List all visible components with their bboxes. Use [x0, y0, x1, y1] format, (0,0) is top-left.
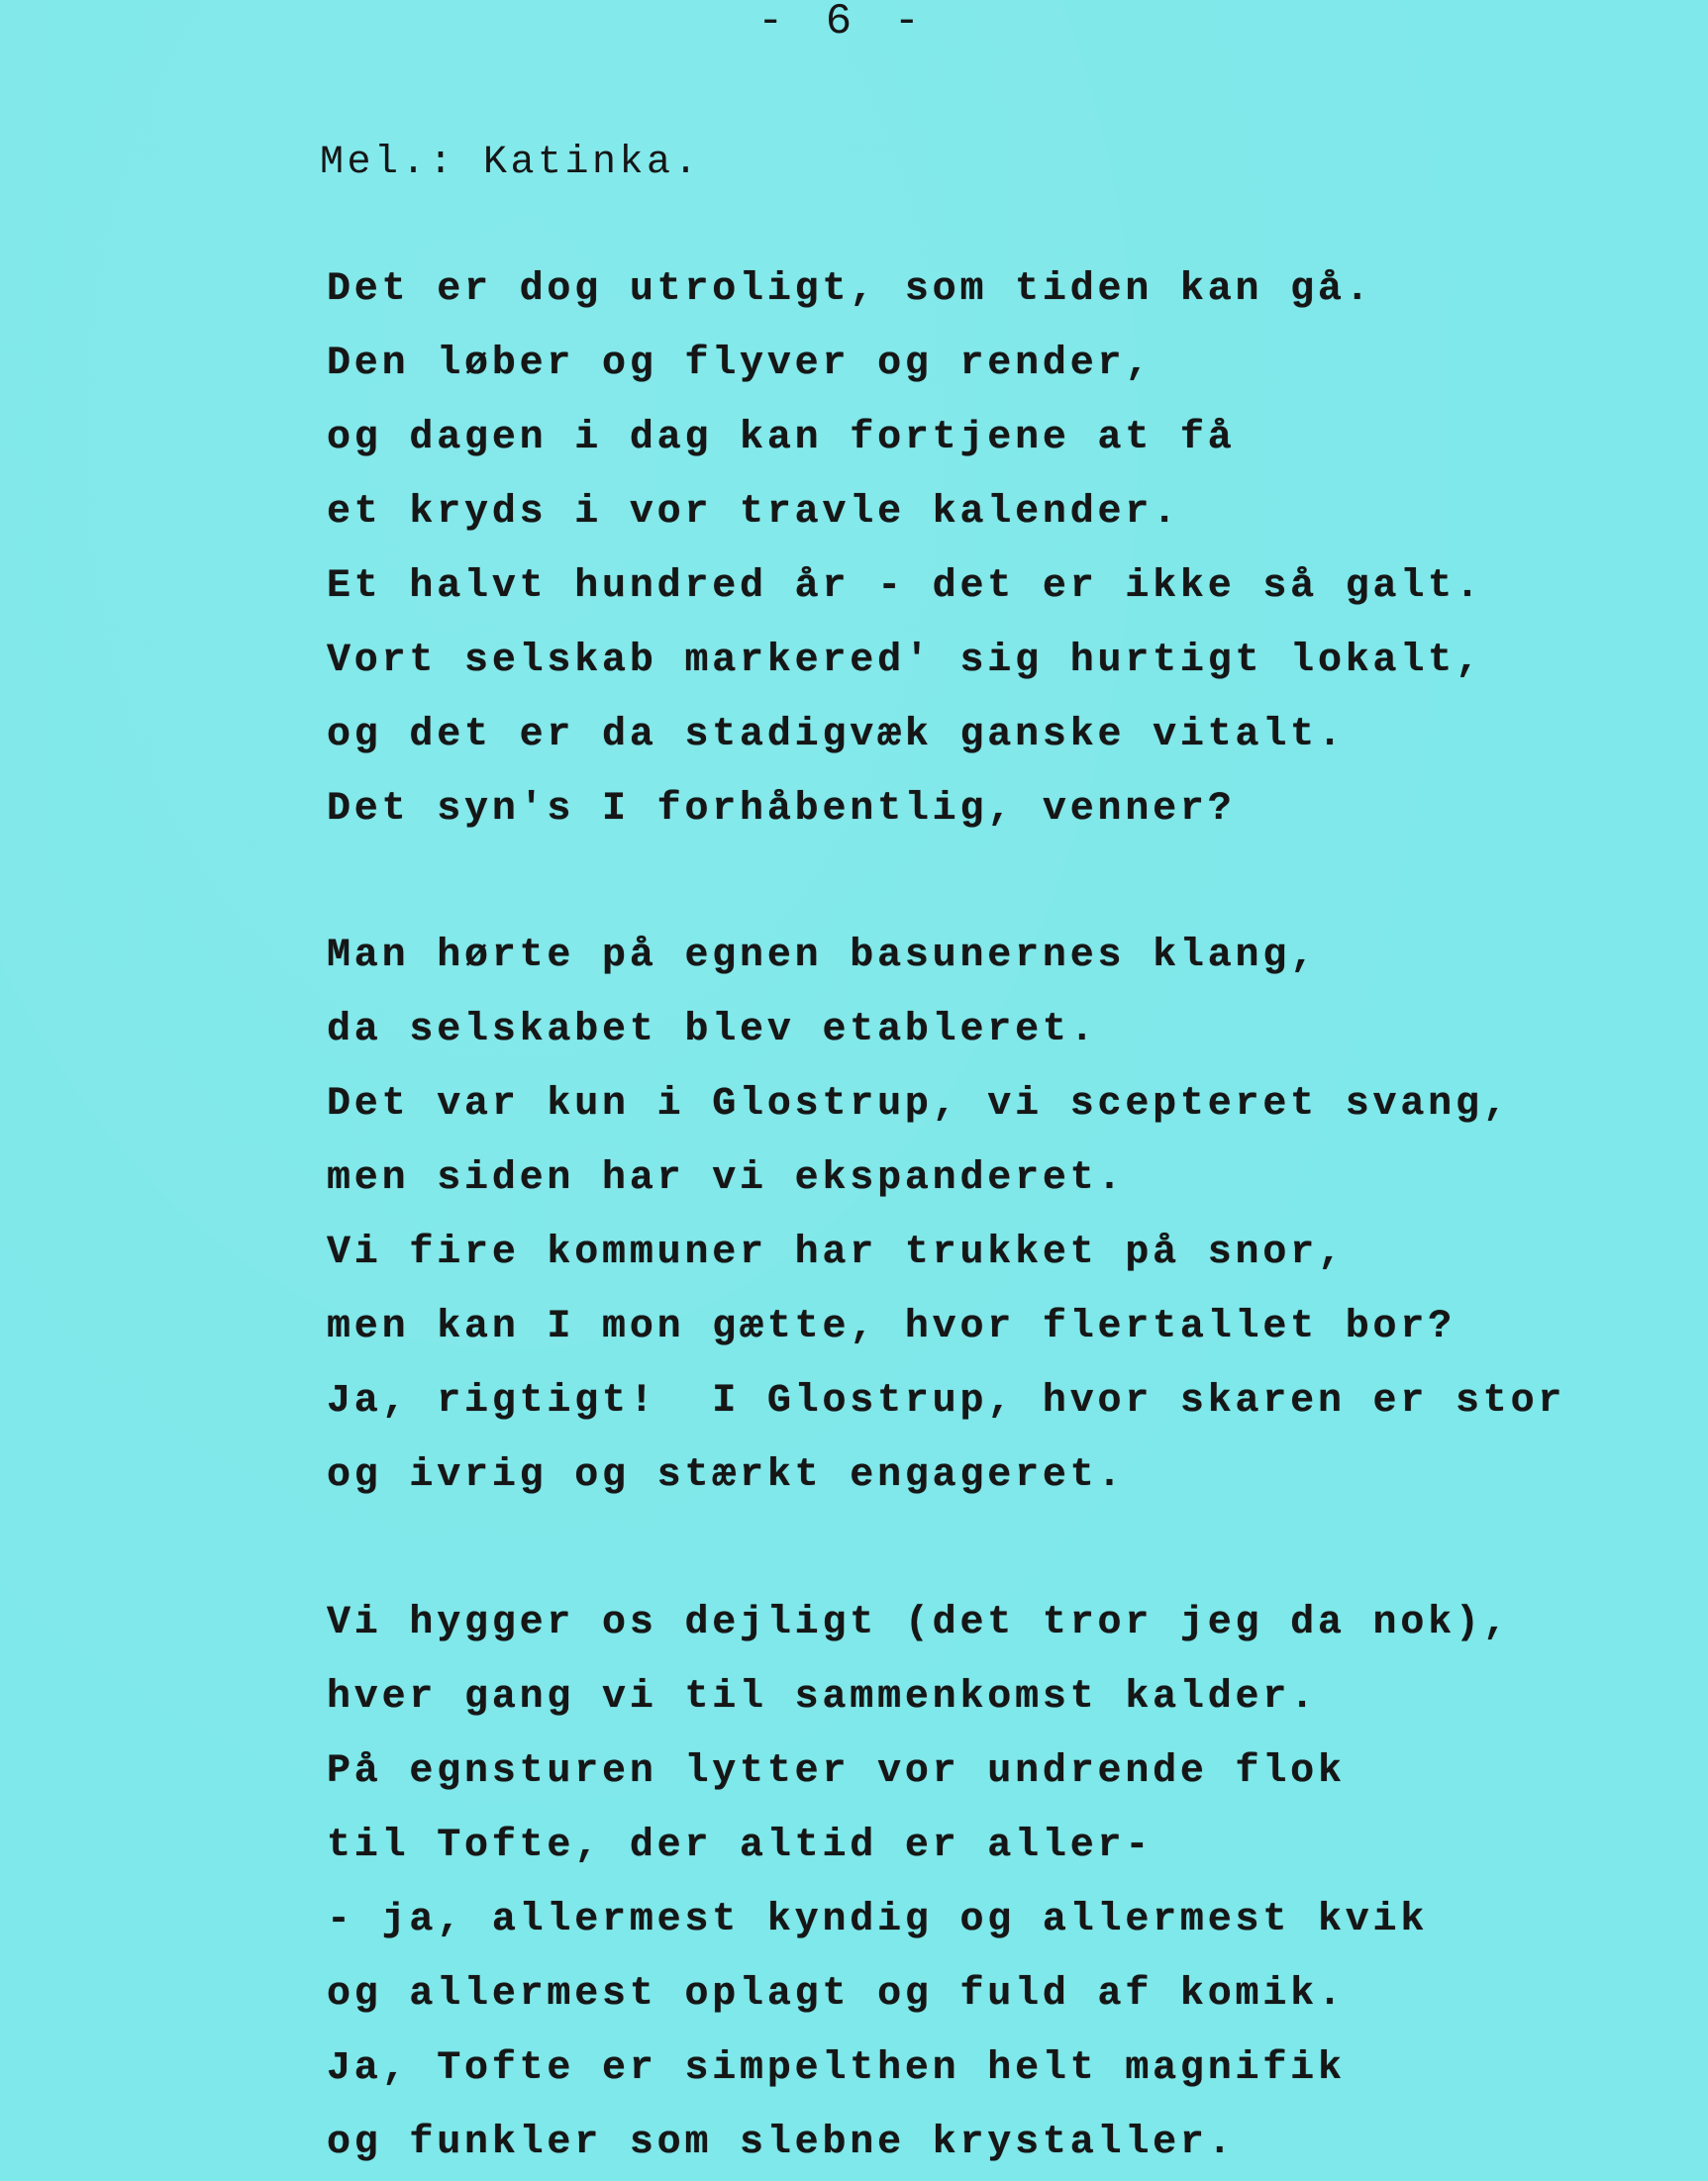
verse-line: Det var kun i Glostrup, vi scepteret svang, — [327, 1082, 1511, 1127]
verse-line: men siden har vi ekspanderet. — [327, 1156, 1126, 1201]
verse-line: et kryds i vor travle kalender. — [327, 490, 1180, 535]
verse-line: til Tofte, der altid er aller- — [327, 1824, 1154, 1868]
verse-line: Man hørte på egnen basunernes klang, — [327, 934, 1318, 978]
verse-line: Ja, Tofte er simpelthen helt magnifik — [327, 2046, 1346, 2091]
verse-line: Vi fire kommuner har trukket på snor, — [327, 1231, 1346, 1275]
verse-line: Den løber og flyver og render, — [327, 342, 1154, 386]
verse-line: hver gang vi til sammenkomst kalder. — [327, 1675, 1318, 1720]
verse-3 — [327, 1586, 1511, 2180]
verse-line: Et halvt hundred år - det er ikke så galt. — [327, 564, 1483, 609]
verse-line: Det er dog utroligt, som tiden kan gå. — [327, 267, 1373, 312]
verse-line: og ivrig og stærkt engageret. — [327, 1453, 1126, 1498]
verse-line: men kan I mon gætte, hvor flertallet bor? — [327, 1305, 1456, 1349]
verse-line: Vort selskab markered' sig hurtigt lokalt, — [327, 639, 1483, 683]
verse-line: og det er da stadigvæk ganske vitalt. — [327, 713, 1346, 757]
verse-line: Det syn's I forhåbentlig, venner? — [327, 787, 1236, 832]
verse-line: - ja, allermest kyndig og allermest kvik — [327, 1898, 1429, 1942]
verse-line: og dagen i dag kan fortjene at få — [327, 416, 1236, 460]
verse-line: Vi hygger os dejligt (det tror jeg da nok), — [327, 1601, 1511, 1645]
verse-line: På egnsturen lytter vor undrende flok — [327, 1749, 1346, 1794]
melody-line: Mel.: Katinka. — [320, 141, 702, 185]
verse-line: og allermest oplagt og fuld af komik. — [327, 1972, 1346, 2017]
verse-1 — [327, 252, 1483, 846]
verse-line: Ja, rigtigt! I Glostrup, hvor skaren er stor — [327, 1379, 1566, 1424]
verse-line: da selskabet blev etableret. — [327, 1008, 1098, 1052]
verse-line: og funkler som slebne krystaller. — [327, 2121, 1236, 2165]
page-number: - 6 - — [757, 0, 929, 47]
verse-2 — [327, 919, 1565, 1513]
